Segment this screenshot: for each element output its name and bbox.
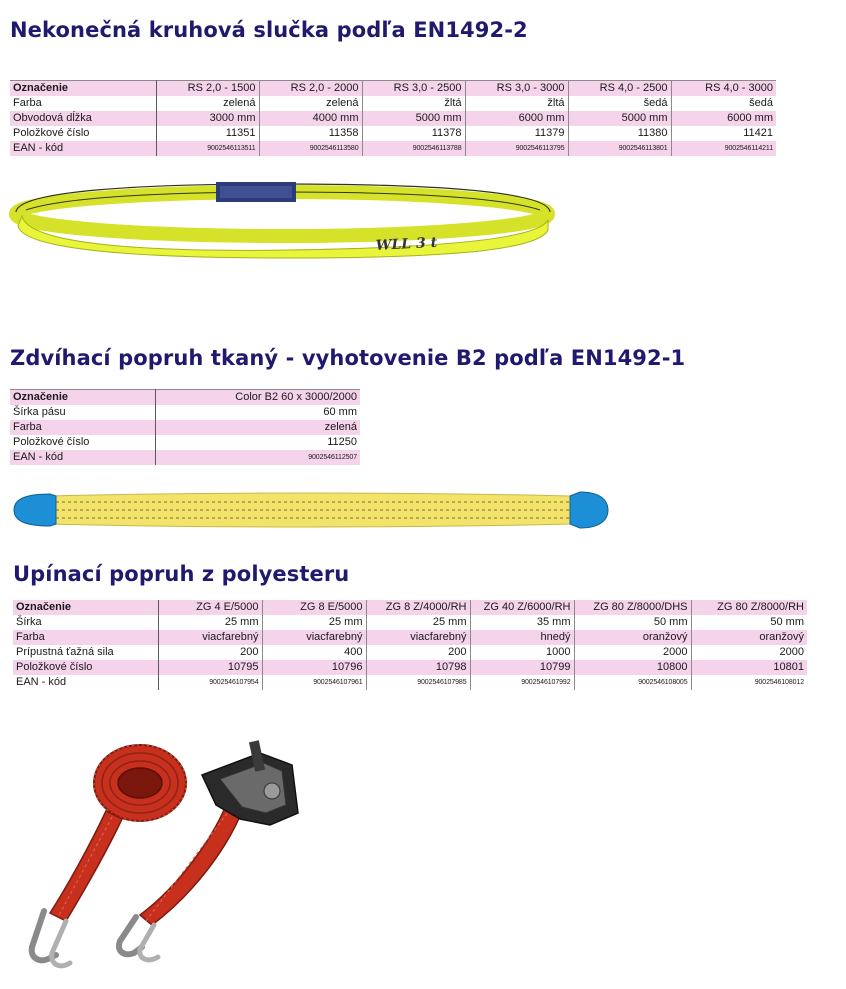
cell: 1000 xyxy=(470,645,574,660)
table-row xyxy=(10,111,776,126)
row-label: Prípustná ťažná sila xyxy=(13,645,158,660)
cell: RS 2,0 - 2000 xyxy=(259,81,362,97)
cell: 25 mm xyxy=(224,616,259,628)
cell: 9002546108012 xyxy=(691,675,807,690)
cell: 6000 mm xyxy=(465,111,568,126)
table-row xyxy=(13,630,807,645)
table-row xyxy=(13,675,807,690)
row-label: Farba xyxy=(10,420,155,435)
cell: ZG 4 E/5000 xyxy=(158,600,262,615)
cell: 5000 mm xyxy=(568,111,671,126)
cell: 9002546113580 xyxy=(259,141,362,156)
cell: 35 mm xyxy=(470,615,574,630)
cell: 11380 xyxy=(568,126,671,141)
cell: žltá xyxy=(362,96,465,111)
cell: 25 mm xyxy=(366,615,470,630)
lifting-strap-table xyxy=(10,389,360,465)
cell: 3000 mm xyxy=(156,111,259,126)
table-row xyxy=(10,96,776,111)
cell: 11379 xyxy=(465,126,568,141)
table-row xyxy=(10,81,776,97)
cell: RS 2,0 - 1500 xyxy=(156,81,259,97)
table-row xyxy=(10,126,776,141)
cell: RS 4,0 - 3000 xyxy=(671,81,776,97)
cell: oranžový xyxy=(574,630,691,645)
row-label: Položkové číslo xyxy=(10,435,155,450)
row-label: Označenie xyxy=(10,390,155,406)
cell: zelená xyxy=(155,420,360,435)
cell: ZG 8 Z/4000/RH xyxy=(366,600,470,615)
cell: viacfarebný xyxy=(262,630,366,645)
cell: 11250 xyxy=(327,436,357,448)
table-row xyxy=(13,660,807,675)
cell: 200 xyxy=(240,646,259,658)
cell: 50 mm xyxy=(691,615,807,630)
round-sling-image xyxy=(8,180,556,260)
cell: 2000 xyxy=(574,645,691,660)
cell: 11358 xyxy=(259,126,362,141)
section1-title: Nekonečná kruhová slučka podľa EN1492-2 xyxy=(10,18,528,42)
cell: 4000 mm xyxy=(259,111,362,126)
table-row xyxy=(13,645,807,660)
cell: 10798 xyxy=(366,660,470,675)
cell: RS 3,0 - 3000 xyxy=(465,81,568,97)
cell: viacfarebný xyxy=(366,630,470,645)
row-label: Farba xyxy=(13,630,158,645)
cell: 5000 mm xyxy=(362,111,465,126)
row-label: Obvodová dĺžka xyxy=(10,111,156,126)
cell: 9002546114211 xyxy=(671,141,776,156)
cell: zelená xyxy=(223,97,256,109)
cell: ZG 40 Z/6000/RH xyxy=(470,600,574,615)
table-row xyxy=(10,420,360,435)
cell: RS 3,0 - 2500 xyxy=(362,81,465,97)
cell: zelená xyxy=(259,96,362,111)
cell: 9002546107985 xyxy=(366,675,470,690)
ratchet-strap-image xyxy=(20,735,360,980)
cell: viacfarebný xyxy=(158,630,262,645)
table-row xyxy=(10,141,776,156)
cell: 10801 xyxy=(691,660,807,675)
cell: šedá xyxy=(671,96,776,111)
cell: 9002546113788 xyxy=(362,141,465,156)
cell: 10795 xyxy=(158,660,262,675)
table-row xyxy=(13,600,807,615)
cell: 10796 xyxy=(262,660,366,675)
table-row xyxy=(13,615,807,630)
cell: šedá xyxy=(568,96,671,111)
cell: žltá xyxy=(465,96,568,111)
cell: 9002546113801 xyxy=(568,141,671,156)
cell: hnedý xyxy=(470,630,574,645)
cell: oranžový xyxy=(691,630,807,645)
table-row xyxy=(10,450,360,465)
cell: 2000 xyxy=(691,645,807,660)
row-label: Farba xyxy=(10,96,156,111)
row-label: EAN - kód xyxy=(13,675,158,690)
cell: 60 mm xyxy=(323,406,357,418)
section3-title: Upínací popruh z polyesteru xyxy=(13,562,350,586)
cell: RS 4,0 - 2500 xyxy=(568,81,671,97)
cell: 9002546107961 xyxy=(262,675,366,690)
cell: ZG 80 Z/8000/RH xyxy=(691,600,807,615)
table-row xyxy=(10,435,360,450)
cell: 9002546107992 xyxy=(470,675,574,690)
cell: 9002546112507 xyxy=(155,450,360,465)
lifting-strap-image xyxy=(10,488,610,532)
cell: 10799 xyxy=(470,660,574,675)
cell: 25 mm xyxy=(262,615,366,630)
table-row xyxy=(10,405,360,420)
row-label: Šírka xyxy=(13,615,158,630)
cell: 11378 xyxy=(362,126,465,141)
cell: 9002546108005 xyxy=(574,675,691,690)
cell: 400 xyxy=(262,645,366,660)
section2-title: Zdvíhací popruh tkaný - vyhotovenie B2 podľa EN1492-1 xyxy=(10,346,686,370)
cell: ZG 80 Z/8000/DHS xyxy=(574,600,691,615)
cell: 9002546113795 xyxy=(465,141,568,156)
cell: 200 xyxy=(366,645,470,660)
cell: Color B2 60 x 3000/2000 xyxy=(155,390,360,406)
cell: 10800 xyxy=(574,660,691,675)
round-sling-table xyxy=(10,80,776,156)
cell: 6000 mm xyxy=(671,111,776,126)
row-label: Označenie xyxy=(10,81,156,97)
table-row xyxy=(10,390,360,406)
cell: 9002546113511 xyxy=(156,141,259,156)
cell: ZG 8 E/5000 xyxy=(262,600,366,615)
cell: 9002546107954 xyxy=(209,679,259,686)
cell: 11351 xyxy=(225,127,256,139)
row-label: EAN - kód xyxy=(10,450,155,465)
row-label: EAN - kód xyxy=(10,141,156,156)
row-label: Označenie xyxy=(13,600,158,615)
ratchet-strap-table xyxy=(13,600,807,690)
row-label: Šírka pásu xyxy=(10,405,155,420)
row-label: Položkové číslo xyxy=(13,660,158,675)
cell: 11421 xyxy=(671,126,776,141)
cell: 50 mm xyxy=(574,615,691,630)
wll-label: WLL 3 t xyxy=(375,234,438,254)
row-label: Položkové číslo xyxy=(10,126,156,141)
